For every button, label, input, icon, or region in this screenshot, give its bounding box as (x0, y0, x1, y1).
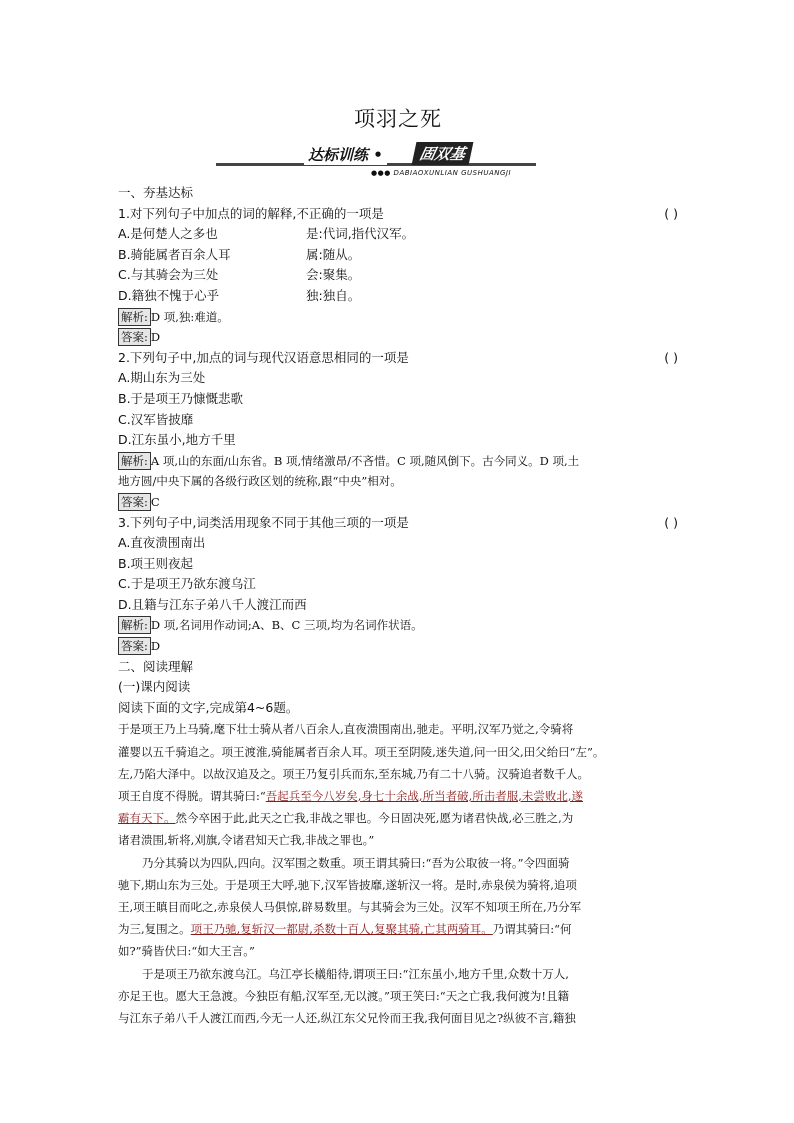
exercise-content (118, 183, 678, 1029)
reading-instruction: 阅读下面的文字,完成第4~6题。 (118, 699, 299, 715)
reading-passage (118, 718, 678, 1029)
passage-line: 于是项王乃上马骑,麾下壮士骑从者八百余人,直夜溃围南出,驰走。平明,汉军乃觉之,令骑将 (118, 722, 574, 737)
passage-line: 乃分其骑以为四队,四向。汉军围之数重。项王谓其骑曰:“吾为公取彼一将。”令四面骑 (142, 855, 570, 870)
section-heading: 一、夯基达标 (118, 185, 194, 200)
option-row: A.直夜溃围南出 (118, 535, 206, 551)
passage-line: 与江东子弟八千人渡江而西,今无一人还,纵江东父兄怜而王我,我何面目见之?纵彼不言,籍独 (118, 1010, 576, 1025)
answer-row (118, 636, 678, 657)
answer-text: D (150, 639, 161, 654)
analysis-text: A 项,山的东面/山东省。B 项,情绪激昂/不吝惜。C 项,随风倒下。古今同义。D 项,土 (150, 453, 580, 468)
option-row (118, 286, 678, 307)
banner-dot: • (373, 146, 383, 164)
analysis-row (118, 307, 678, 328)
option-sentence: A.是何楚人之多也 (118, 226, 218, 242)
passage-line: 如?”骑皆伏曰:“如大王言。” (118, 944, 255, 959)
option-row: D.且籍与江东子弟八千人渡江而西 (118, 596, 307, 612)
answer-blank: ( ) (664, 349, 678, 365)
option-gloss: 是:代词,指代汉军。 (306, 226, 415, 242)
question-text: 1.对下列句子中加点的词的解释,不正确的一项是 (118, 205, 384, 221)
passage-text: 项王自度不得脱。谓其骑曰:“ (118, 789, 266, 803)
section-banner (216, 142, 536, 176)
option-row: C.于是项王乃欲东渡乌江 (118, 576, 256, 592)
analysis-text: D 项,名词用作动词;A、B、C 三项,均为名词作状语。 (150, 618, 423, 633)
option-row (118, 265, 678, 286)
underlined-sentence: 项王乃驰,复斩汉一都尉,杀数十百人,复聚其骑,亡其两骑耳。 (190, 922, 493, 937)
section-heading: 二、阅读理解 (118, 658, 194, 674)
passage-line: 于是项王乃欲东渡乌江。乌江亭长檥船待,谓项王曰:“江东虽小,地方千里,众数十万人, (142, 966, 569, 981)
analysis-label: 解析: (118, 452, 151, 470)
underlined-sentence: 吾起兵至今八岁矣,身七十余战,所当者破,所击者服,未尝败北,遂 (265, 789, 584, 803)
option-sentence: B.骑能属者百余人耳 (118, 246, 231, 262)
analysis-row-continued: 地方圆/中央下属的各级行政区划的统称,跟“中央”相对。 (118, 474, 402, 489)
passage-text: 为三,复围之。 (118, 922, 191, 937)
analysis-row (118, 451, 678, 472)
option-row: A.期山东为三处 (118, 370, 206, 386)
option-row (118, 224, 678, 245)
analysis-label: 解析: (118, 616, 151, 634)
option-sentence: C.与其骑会为三处 (118, 267, 219, 283)
question-3-stem (118, 513, 678, 534)
answer-label: 答案: (118, 328, 151, 346)
option-row (118, 245, 678, 266)
passage-text: 乃谓其骑曰:“何 (492, 922, 572, 937)
option-row: B.于是项王乃慷慨悲歌 (118, 390, 244, 406)
passage-line: 王,项王瞋目而叱之,赤泉侯人马俱惊,辟易数里。与其骑会为三处。汉军不知项王所在,乃分军 (118, 899, 582, 914)
passage-line: 驰下,期山东为三处。于是项王大呼,驰下,汉军皆披靡,遂斩汉一将。是时,赤泉侯为骑将,追项 (118, 877, 577, 892)
option-gloss: 属:随从。 (306, 246, 361, 262)
banner-subtitle: ●●● DABIAOXUNLIAN GUSHUANGJI (371, 169, 512, 177)
passage-line (118, 918, 678, 940)
answer-row (118, 327, 678, 348)
analysis-label: 解析: (118, 308, 151, 326)
answer-blank: ( ) (664, 514, 678, 530)
option-row: D.江东虽小,地方千里 (118, 432, 236, 448)
passage-line: 左,乃陷大泽中。以故汉追及之。项王乃复引兵而东,至东城,乃有二十八骑。汉骑追者数千人。 (118, 766, 589, 781)
option-sentence: D.籍独不愧于心乎 (118, 287, 220, 303)
question-2-stem (118, 348, 678, 369)
answer-blank: ( ) (664, 205, 678, 221)
banner-main-text (304, 144, 387, 165)
page-title: 项羽之死 (354, 107, 442, 131)
answer-label: 答案: (118, 493, 151, 511)
passage-line: 灌婴以五千骑追之。项王渡淮,骑能属者百余人耳。项王至阴陵,迷失道,问一田父,田父绐曰“左”。 (118, 744, 605, 759)
subsection-heading: (一)课内阅读 (118, 679, 191, 695)
passage-line (118, 785, 678, 807)
question-text: 3.下列句子中,词类活用现象不同于其他三项的一项是 (118, 514, 409, 530)
passage-line (118, 807, 678, 829)
answer-row (118, 492, 678, 513)
question-1-stem (118, 204, 678, 225)
passage-text: 然今卒困于此,此天之亡我,非战之罪也。今日固决死,愿为诸君快战,必三胜之,为 (175, 811, 574, 826)
banner-box-text: 固双基 (412, 142, 474, 165)
option-row: C.汉军皆披靡 (118, 411, 194, 427)
passage-line: 亦足王也。愿大王急渡。今独臣有船,汉军至,无以渡。”项王笑曰:“天之亡我,我何渡为!且籍 (118, 988, 569, 1003)
answer-text: C (150, 494, 160, 509)
passage-line: 诸君溃围,斩将,刈旗,令诸君知天亡我,非战之罪也。” (118, 833, 375, 848)
underlined-sentence: 霸有天下。 (118, 811, 176, 826)
banner-main-label: 达标训练 (308, 146, 369, 164)
option-gloss: 独:独自。 (306, 287, 361, 303)
option-gloss: 会:聚集。 (306, 267, 361, 283)
analysis-row (118, 615, 678, 636)
answer-label: 答案: (118, 637, 151, 655)
question-text: 2.下列句子中,加点的词与现代汉语意思相同的一项是 (118, 349, 409, 365)
answer-text: D (150, 330, 161, 345)
analysis-text: D 项,独:难道。 (150, 309, 229, 324)
option-row: B.项王则夜起 (118, 555, 194, 571)
